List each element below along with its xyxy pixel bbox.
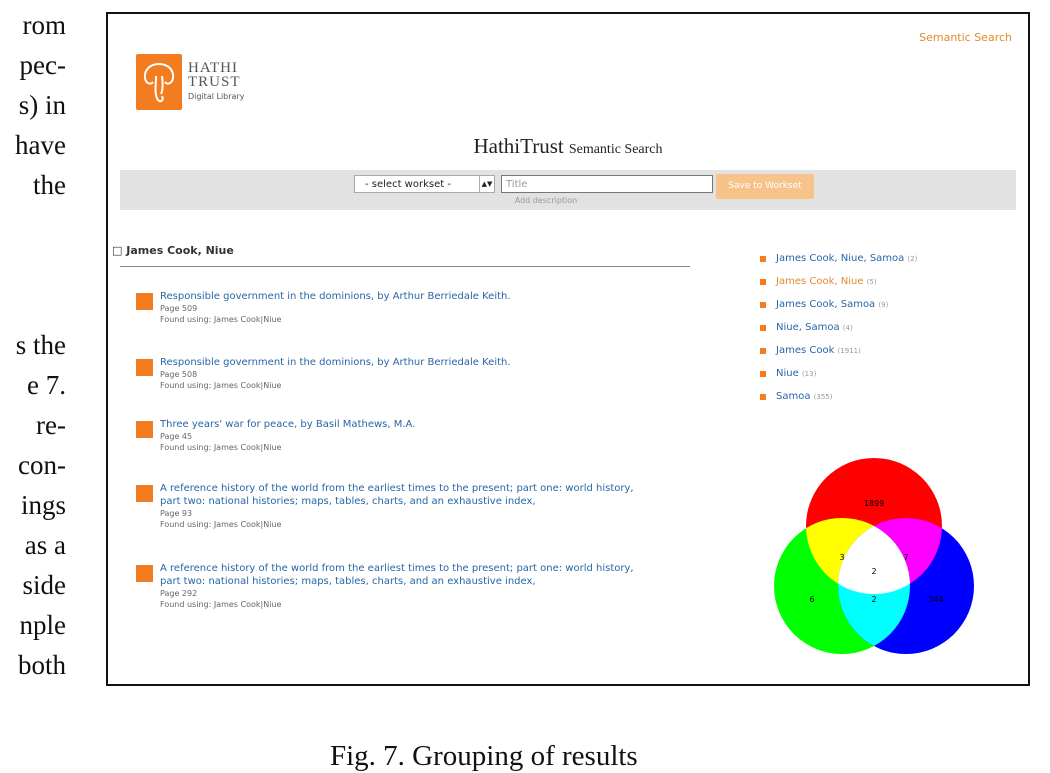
- facet-label: Niue: [776, 368, 799, 379]
- result-page: Page 292: [160, 589, 198, 598]
- page-title-main: HathiTrust: [473, 134, 564, 158]
- facet-item[interactable]: [760, 367, 917, 390]
- text-fragment: s) in: [18, 90, 66, 120]
- group-header-label: James Cook, Niue: [126, 244, 234, 257]
- page-title: [108, 134, 1028, 159]
- result-item: [136, 482, 646, 530]
- facet-item[interactable]: [760, 275, 917, 298]
- facet-list: [760, 252, 917, 413]
- facet-item[interactable]: [760, 298, 917, 321]
- facet-bullet-icon: [760, 279, 766, 285]
- result-title[interactable]: A reference history of the world from the earliest times to the present; part one: world history, part two: national histories; maps, tables, charts, and an exhaustive index,: [160, 563, 634, 587]
- facet-bullet-icon: [760, 348, 766, 354]
- screenshot-frame: [106, 12, 1030, 686]
- facet-count: (2): [907, 255, 918, 263]
- group-header[interactable]: [112, 244, 234, 257]
- workset-select-value: - select workset -: [365, 179, 451, 190]
- facet-label: James Cook, Samoa: [776, 299, 876, 310]
- venn-label-red-only: 1899: [863, 499, 885, 508]
- result-square-icon: [136, 485, 153, 502]
- result-item: [136, 290, 646, 325]
- facet-label: James Cook, Niue, Samoa: [776, 253, 905, 264]
- facet-count: (355): [813, 393, 833, 401]
- result-square-icon: [136, 359, 153, 376]
- text-fragment: the: [33, 170, 66, 200]
- select-arrows-icon: ▲▼: [479, 176, 494, 192]
- facet-bullet-icon: [760, 394, 766, 400]
- result-page: Page 45: [160, 432, 193, 441]
- result-title[interactable]: Responsible government in the dominions, by Arthur Berriedale Keith.: [160, 291, 511, 302]
- facet-bullet-icon: [760, 302, 766, 308]
- facet-count: (9): [878, 301, 889, 309]
- facet-item[interactable]: [760, 252, 917, 275]
- result-square-icon: [136, 293, 153, 310]
- result-title[interactable]: A reference history of the world from the earliest times to the present; part one: world history, part two: national histories; maps, tables, charts, and an exhaustive index,: [160, 483, 634, 507]
- venn-label-green-only: 6: [809, 595, 815, 604]
- logo-line-2: TRUST: [188, 73, 241, 90]
- facet-bullet-icon: [760, 325, 766, 331]
- text-fragment: re-: [36, 410, 66, 440]
- facet-count: (13): [801, 370, 817, 378]
- result-page: Page 93: [160, 509, 193, 518]
- result-item: [136, 418, 646, 453]
- text-fragment: pec-: [19, 50, 66, 80]
- semantic-search-link[interactable]: Semantic Search: [919, 31, 1012, 44]
- venn-label-blue-only: 344: [928, 595, 944, 604]
- result-page: Page 509: [160, 304, 198, 313]
- collapse-icon: □: [112, 244, 123, 257]
- result-square-icon: [136, 421, 153, 438]
- title-input[interactable]: Title: [501, 175, 713, 193]
- text-fragment: side: [22, 570, 66, 600]
- group-divider: [120, 266, 690, 267]
- logo-line-3: Digital Library: [188, 91, 245, 101]
- add-description-link[interactable]: Add description: [514, 196, 578, 205]
- facet-bullet-icon: [760, 371, 766, 377]
- facet-label: James Cook, Niue: [776, 276, 864, 287]
- result-item: [136, 356, 646, 391]
- facet-item[interactable]: [760, 390, 917, 413]
- result-title[interactable]: Three years' war for peace, by Basil Mathews, M.A.: [160, 419, 416, 430]
- facet-label: James Cook: [776, 345, 835, 356]
- result-found-using: Found using: James Cook|Niue: [160, 315, 282, 324]
- text-fragment: s the: [15, 330, 66, 360]
- text-fragment: both: [17, 650, 66, 680]
- figure-caption: Fig. 7. Grouping of results: [330, 740, 638, 772]
- text-fragment: as a: [24, 530, 66, 560]
- facet-count: (1911): [837, 347, 861, 355]
- text-fragment: con-: [18, 450, 66, 480]
- workset-toolbar: [120, 170, 1016, 210]
- result-item: [136, 562, 646, 610]
- venn-label-red-green: 3: [839, 553, 845, 562]
- facet-item[interactable]: [760, 321, 917, 344]
- facet-count: (4): [842, 324, 853, 332]
- logo-text: [188, 61, 244, 104]
- result-square-icon: [136, 565, 153, 582]
- facet-bullet-icon: [760, 256, 766, 262]
- result-found-using: Found using: James Cook|Niue: [160, 381, 282, 390]
- venn-label-red-blue: 7: [903, 553, 909, 562]
- result-found-using: Found using: James Cook|Niue: [160, 443, 282, 452]
- logo-line-1: HATHI: [188, 59, 238, 76]
- elephant-icon: [136, 54, 182, 110]
- page-title-sub: Semantic Search: [568, 142, 663, 157]
- venn-label-all: 2: [871, 567, 877, 576]
- hathitrust-logo[interactable]: [136, 54, 244, 110]
- workset-select[interactable]: [354, 175, 495, 193]
- venn-label-green-blue: 2: [871, 595, 877, 604]
- text-fragment: nple: [19, 610, 66, 640]
- text-fragment: rom: [22, 10, 66, 40]
- venn-diagram: [770, 454, 1018, 668]
- result-title[interactable]: Responsible government in the dominions, by Arthur Berriedale Keith.: [160, 357, 511, 368]
- save-to-workset-button[interactable]: Save to Workset: [716, 174, 814, 199]
- result-page: Page 508: [160, 370, 198, 379]
- result-found-using: Found using: James Cook|Niue: [160, 520, 282, 529]
- text-fragment: e 7.: [27, 370, 66, 400]
- result-found-using: Found using: James Cook|Niue: [160, 600, 282, 609]
- text-fragment: ings: [20, 490, 66, 520]
- facet-label: Samoa: [776, 391, 811, 402]
- facet-count: (5): [866, 278, 877, 286]
- facet-label: Niue, Samoa: [776, 322, 840, 333]
- text-fragment: have: [15, 130, 66, 160]
- facet-item[interactable]: [760, 344, 917, 367]
